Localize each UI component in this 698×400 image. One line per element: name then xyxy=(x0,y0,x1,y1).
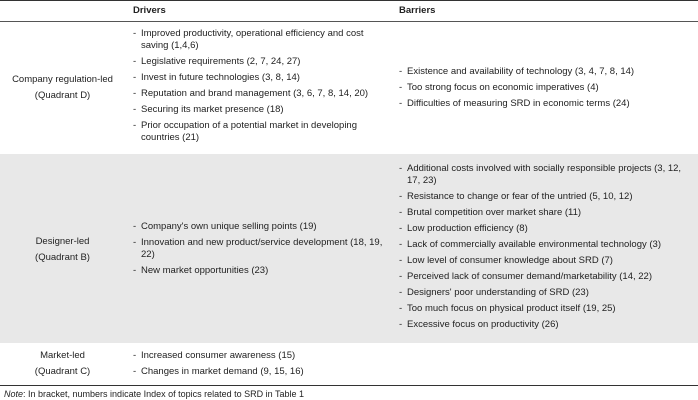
list-item: - Legislative requirements (2, 7, 24, 27) xyxy=(133,56,301,67)
list-item: - Additional costs involved with socially responsible projects (3, 12, 17, 23) xyxy=(399,163,682,186)
header-barriers: Barriers xyxy=(399,5,436,16)
table-row-designer-led xyxy=(0,154,698,343)
list-item: - Prior occupation of a potential market in developing countries (21) xyxy=(133,120,357,143)
list-item: - Invest in future technologies (3, 8, 14) xyxy=(133,72,300,83)
drivers-list xyxy=(133,28,388,148)
note-prefix: Note xyxy=(4,389,24,399)
list-item: - Brutal competition over market share (11) xyxy=(399,207,582,218)
row-label-quadrant: (Quadrant B) xyxy=(35,252,90,263)
list-item: - Securing its market presence (18) xyxy=(133,104,284,115)
list-item: - Company's own unique selling points (19) xyxy=(133,221,317,232)
list-item: - Lack of commercially available environmental technology (3) xyxy=(399,239,661,250)
header-drivers: Drivers xyxy=(133,5,166,16)
table-row-company-regulation xyxy=(0,22,698,154)
row-label-title: Company regulation-led xyxy=(12,74,113,85)
list-item: - Improved productivity, operational efficiency and cost saving (1,4,6) xyxy=(133,28,364,51)
table-bottom-rule xyxy=(0,385,698,386)
list-item: - Resistance to change or fear of the untried (5, 10, 12) xyxy=(399,191,633,202)
list-item: - Increased consumer awareness (15) xyxy=(133,350,296,361)
list-item: - Designers' poor understanding of SRD (23) xyxy=(399,287,589,298)
table-note xyxy=(4,389,304,400)
row-label-title: Market-led xyxy=(40,350,85,361)
note-text: : In bracket, numbers indicate Index of topics related to SRD in Table 1 xyxy=(23,389,305,399)
list-item: - Difficulties of measuring SRD in economic terms (24) xyxy=(399,98,630,109)
row-label-title: Designer-led xyxy=(35,236,90,247)
list-item: - Innovation and new product/service development (18, 19, 22) xyxy=(133,237,383,260)
barriers-list xyxy=(399,66,694,114)
row-label xyxy=(0,348,125,380)
barriers-list xyxy=(399,163,694,335)
row-label-quadrant: (Quadrant D) xyxy=(34,90,91,101)
list-item: - Reputation and brand management (3, 6, 7, 8, 14, 20) xyxy=(133,88,369,99)
row-label-quadrant: (Quadrant C) xyxy=(34,366,91,377)
list-item: - Low production efficiency (8) xyxy=(399,223,528,234)
list-item: - New market opportunities (23) xyxy=(133,265,269,276)
table-row-market-led xyxy=(0,343,698,385)
row-label xyxy=(0,234,125,266)
drivers-list xyxy=(133,221,388,281)
list-item: - Low level of consumer knowledge about SRD (7) xyxy=(399,255,613,266)
list-item: - Too much focus on physical product itself (19, 25) xyxy=(399,303,616,314)
list-item: - Perceived lack of consumer demand/marketability (14, 22) xyxy=(399,271,653,282)
table-top-rule xyxy=(0,0,698,1)
drivers-list xyxy=(133,350,388,382)
list-item: - Existence and availability of technology (3, 4, 7, 8, 14) xyxy=(399,66,635,77)
list-item: - Excessive focus on productivity (26) xyxy=(399,319,559,330)
row-label xyxy=(0,72,125,104)
list-item: - Changes in market demand (9, 15, 16) xyxy=(133,366,304,377)
list-item: - Too strong focus on economic imperatives (4) xyxy=(399,82,599,93)
